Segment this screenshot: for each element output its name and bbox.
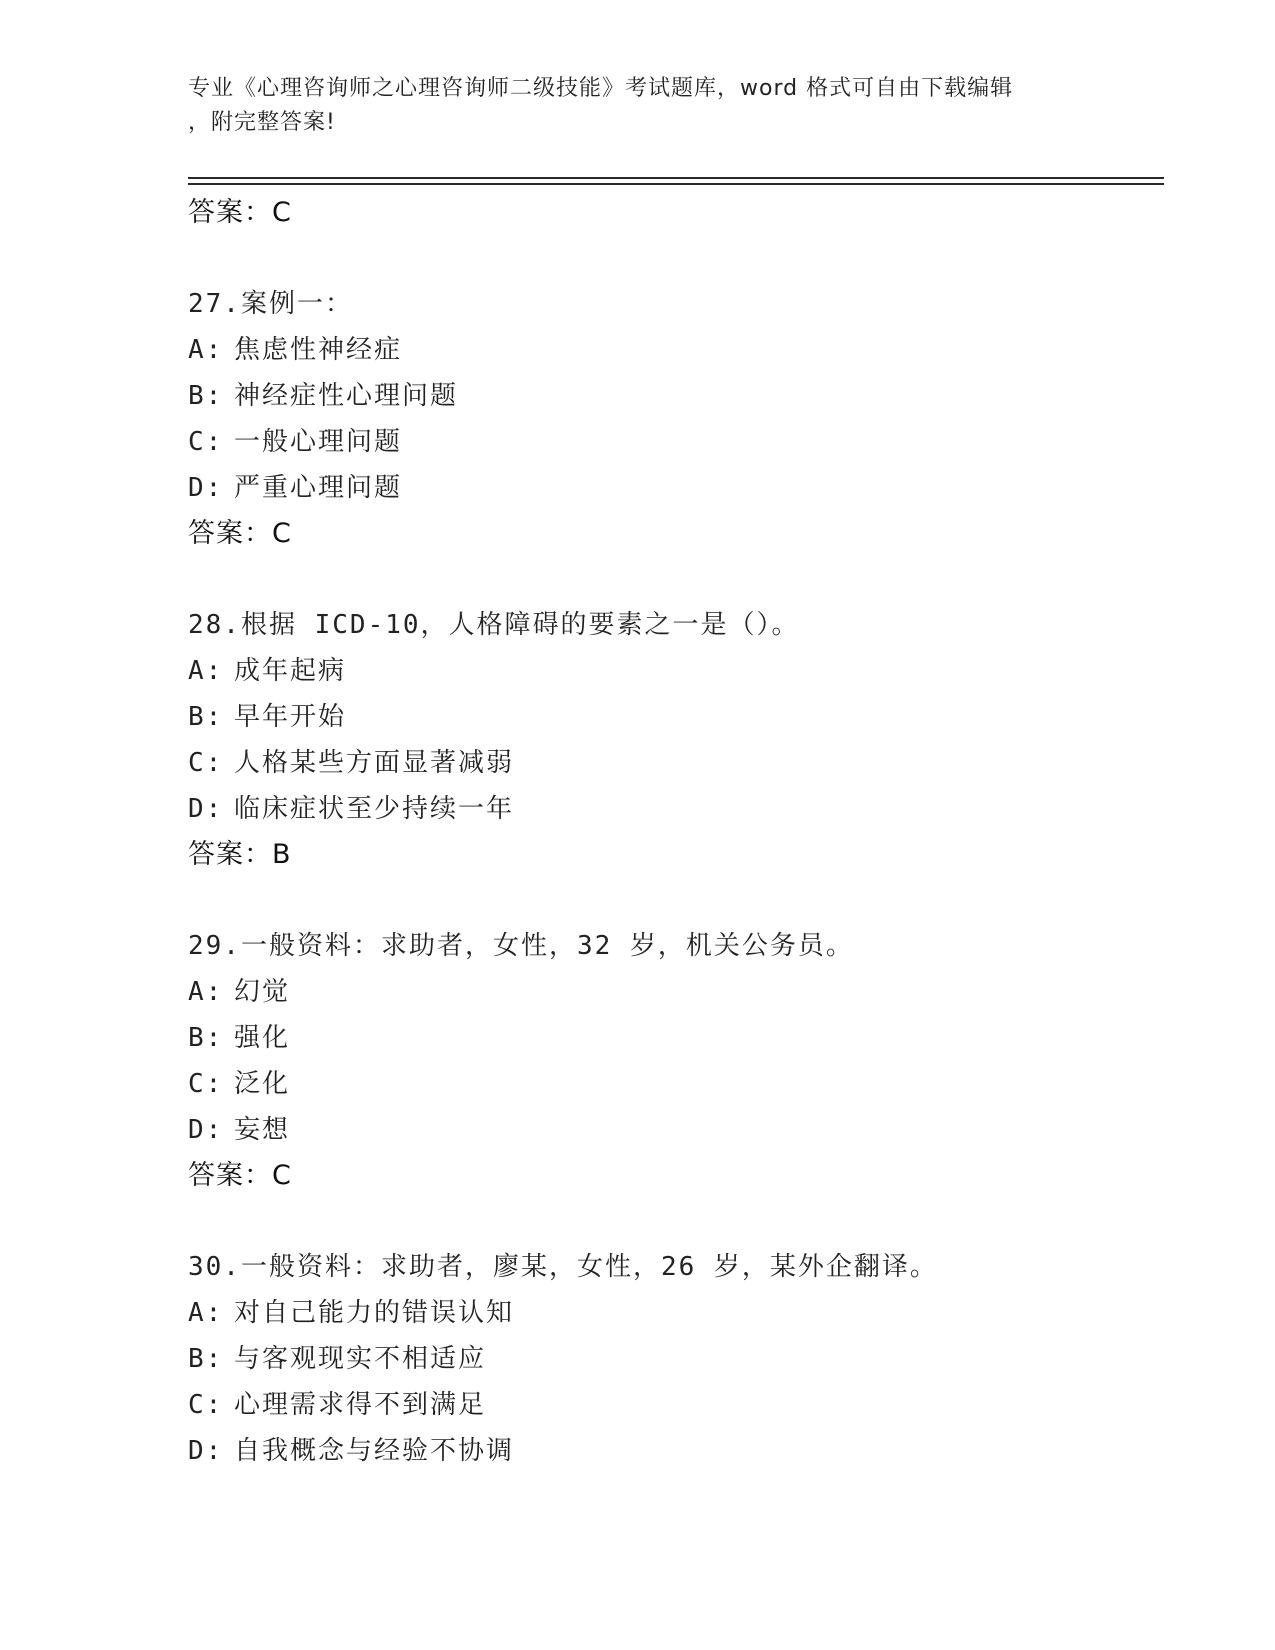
- answer-line: 答案：C: [188, 518, 292, 549]
- option-c: [188, 419, 1148, 465]
- option-letter: A:: [188, 977, 224, 1007]
- option-text: 与客观现实不相适应: [234, 1344, 487, 1374]
- option-c: [188, 1382, 1148, 1428]
- question-list: [188, 190, 1148, 1474]
- option-b: [188, 1015, 1148, 1061]
- question-block: [188, 281, 1148, 557]
- question-block: [188, 1244, 1148, 1474]
- option-b: [188, 373, 1148, 419]
- option-letter: B:: [188, 381, 224, 411]
- answer-line: 答案：C: [188, 197, 292, 228]
- option-c: [188, 740, 1148, 786]
- question-block: [188, 602, 1148, 878]
- option-letter: C:: [188, 427, 224, 457]
- option-c: [188, 1061, 1148, 1107]
- option-text: 强化: [234, 1023, 291, 1053]
- option-text: 早年开始: [234, 702, 347, 732]
- question-stem: 27.案例一：: [188, 289, 353, 319]
- question-stem: 30.一般资料：求助者，廖某，女性，26 岁，某外企翻译。: [188, 1252, 938, 1282]
- header-line-1: 专业《心理咨询师之心理咨询师二级技能》考试题库，word 格式可自由下载编辑: [188, 76, 1014, 101]
- option-letter: C:: [188, 748, 224, 778]
- option-letter: D:: [188, 1115, 224, 1145]
- option-text: 焦虑性神经症: [234, 335, 403, 365]
- option-b: [188, 1336, 1148, 1382]
- question-stem: 28.根据 ICD-10，人格障碍的要素之一是（）。: [188, 610, 800, 640]
- option-letter: C:: [188, 1069, 224, 1099]
- option-text: 严重心理问题: [234, 473, 403, 503]
- option-d: [188, 1107, 1148, 1153]
- header-divider-top: [188, 177, 1164, 179]
- option-text: 心理需求得不到满足: [234, 1390, 487, 1420]
- option-b: [188, 694, 1148, 740]
- option-text: 神经症性心理问题: [234, 381, 459, 411]
- option-d: [188, 786, 1148, 832]
- option-a: [188, 969, 1148, 1015]
- header-divider-bottom: [188, 183, 1164, 185]
- option-text: 临床症状至少持续一年: [234, 794, 515, 824]
- option-d: [188, 1428, 1148, 1474]
- option-letter: D:: [188, 794, 224, 824]
- option-text: 泛化: [234, 1069, 291, 1099]
- option-a: [188, 327, 1148, 373]
- header-line-2: ，附完整答案!: [188, 110, 336, 135]
- option-letter: B:: [188, 1344, 224, 1374]
- option-letter: A:: [188, 1298, 224, 1328]
- document-header: [188, 72, 1068, 140]
- option-letter: A:: [188, 335, 224, 365]
- option-letter: D:: [188, 1436, 224, 1466]
- question-block: [188, 923, 1148, 1199]
- option-letter: B:: [188, 1023, 224, 1053]
- option-text: 对自己能力的错误认知: [234, 1298, 515, 1328]
- option-letter: A:: [188, 656, 224, 686]
- option-text: 幻觉: [234, 977, 291, 1007]
- option-letter: B:: [188, 702, 224, 732]
- question-stem: 29.一般资料：求助者，女性，32 岁，机关公务员。: [188, 931, 854, 961]
- option-d: [188, 465, 1148, 511]
- option-text: 妄想: [234, 1115, 291, 1145]
- answer-line: 答案：B: [188, 839, 292, 870]
- answer-line: 答案：C: [188, 1160, 292, 1191]
- option-a: [188, 1290, 1148, 1336]
- option-letter: C:: [188, 1390, 224, 1420]
- option-text: 人格某些方面显著减弱: [234, 748, 515, 778]
- option-letter: D:: [188, 473, 224, 503]
- option-text: 成年起病: [234, 656, 347, 686]
- option-text: 自我概念与经验不协调: [234, 1436, 515, 1466]
- option-a: [188, 648, 1148, 694]
- option-text: 一般心理问题: [234, 427, 403, 457]
